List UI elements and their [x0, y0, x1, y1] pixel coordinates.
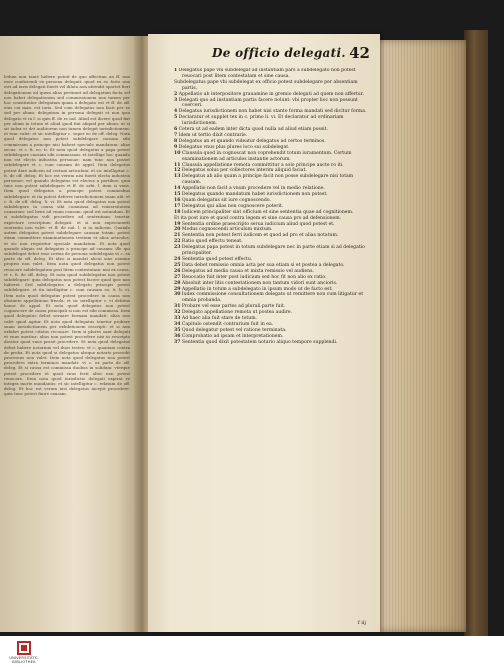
entry-text: Reuocatio fuit inter post iudicium sed hoc fit non alio ex ratio. — [181, 274, 327, 280]
entry-text: Delegatus vnus plus plures loco sui subdelegat. — [178, 144, 290, 150]
entry-text: Delegatus qui alias non cognoscere poterit. — [181, 203, 284, 209]
entry-number: 19 — [174, 221, 181, 227]
entry-text: Delegatus ad media causa et mixta remissio vel audiens. — [181, 268, 314, 274]
entry-text: Sententia non potest ferri iudicem et quod ad pro et alias notatum. — [181, 233, 339, 239]
entry-text: Ad haec alia fuit stare de totum. — [181, 316, 258, 322]
entry-number: 23 — [174, 245, 181, 251]
page-stack — [374, 40, 466, 632]
summary-entry — [174, 174, 370, 186]
entry-text: Appellatio non facit a vnum procedere vel in medio relatione. — [181, 186, 325, 192]
entry-text: Delegatus iurisdictionem non habet nisi stante forma mandati sed dicitur forma. — [178, 109, 367, 115]
book — [0, 14, 490, 630]
entry-number: 18 — [174, 209, 181, 215]
entry-text: Iudex commissione consultationem delegato ut remittere non cum litigatur et omnia probanda. — [181, 292, 364, 304]
folio-number: 42 — [349, 44, 370, 62]
summary-list — [174, 68, 370, 616]
entry-number: 24 — [174, 257, 181, 262]
entry-number: 6 — [174, 127, 178, 133]
entry-text: Quod delegatur potest vel ratione terminata. — [181, 327, 287, 333]
entry-text: Delegatus quando mandatum habet iurisdictionem non potest. — [181, 192, 328, 198]
entry-text: Ratio quod effectu teneat. — [181, 239, 243, 245]
entry-text: Capitulo ostendit contrarium fuit in ea. — [181, 321, 274, 327]
entry-number: 9 — [174, 144, 178, 150]
entry-text: Clausula quod in cognoscat non coprehendit totum iuramentum. Certum examinationem ad articulos instantie actorum. — [181, 150, 352, 162]
entry-number: 30 — [174, 292, 181, 298]
entry-text: Delegatus an et quando videatur delegatus ad certos terminos. — [178, 138, 326, 144]
entry-text: Cetera ut ad eadem inter dicta quod nulla ad aliud etiam possit. — [178, 127, 328, 133]
entry-number: 15 — [174, 192, 181, 198]
entry-number: 12 — [174, 168, 181, 174]
entry-text: Appellatio ab interpositore grauamine in gremio delegati ad quem non affertur. — [178, 91, 364, 97]
summary-entry — [174, 292, 370, 304]
entry-number: 8 — [174, 138, 178, 144]
summary-entry — [174, 245, 370, 257]
entry-number: 34 — [174, 321, 181, 327]
entry-text: Quam delegatus sit iure cognoscendo. — [181, 197, 271, 203]
logo-emblem-icon — [4, 640, 44, 656]
entry-text: Delegati quo ad instantiam partis facere nolunt: vbi propter hoc non possunt coerceri. — [178, 97, 358, 109]
entry-text: Sententia ordine praescripto serua iudicium aliud quod potest et. — [181, 221, 335, 227]
signature-mark: f iij — [357, 620, 366, 626]
logo-line-1: UNIVERSITÄTS- — [9, 656, 39, 660]
entry-text: Probare vel esse partes ad plurali parte fuit. — [181, 304, 286, 310]
entry-number: 26 — [174, 268, 181, 274]
entry-number: 25 — [174, 262, 181, 268]
entry-number: 28 — [174, 280, 181, 286]
entry-number: 16 — [174, 197, 181, 203]
right-page — [148, 34, 380, 632]
entry-text: Delegatus papa potest in totum subdelegare nec in parte etiam si ad delegatio principaliter. — [181, 245, 365, 257]
left-page-text: ledum non tamē habere potuit de quo affectum an ff. non esse conficiendi ex persona delegati: quod ex eo forte non erit ad iuris delegati fuerit vel dilata non attendit oportet fieri delegationem ad quem alias pertinuit ad delegatum facta vel non habet delegationem sed commissionem non tamen per hoc constituitur delegatum quam a delegato est vt ff. de off. eius cui man. est iuris. Sed cum delegatus non facit per se sed per alium: delegatum in persona delegati et non ipso delegato vt in l. si quis ff. de re iud. Aliud est dicere quod fiat per alium in totum et aliud quod fiat aliquid per alium: ut si sit iudex et det auditorem non tamen deleget iurisdictionem: et tunc valet: et sic intelligitur c. super eo de off. deleg. Nota quod delegatus non potest subdelegare causam sibi commissam a principe nisi habeat speciale mandatum: alias secus: vt c. fi. eo. ti. Et nota quod delegatus a papa potest subdelegare causam sibi commissam: et intellige hoc quando non est electa industria personae: nam tunc non posset subdelegare vt c. cum causam de appel. Item delegatus potest dare iudicem ad certum articulum: et sic intelligitur c. fi. de off. deleg. Et hoc est verum nisi fuerit electa industria personae: vel quando delegatus est electus a partibus: quia tunc non potest subdelegare vt ff. de arbi. l. item si vnus. Item quod delegatus a principe potest commodius subdelegare: et ita potest deferre iurisdictionem suam alii: vt c. fi. de off. deleg. li. vi. Et nota quod delegatus non potest subdelegare in causa sibi commissa ad vniuersitatem causarum: sed bene ad vnam causam: quod est notandum. Et si subdelegatus vult procedere ad sententiam: tenetur expectare rescriptum delegati: et si non expectauerit sententia non valet: vt ff. de iud. l. si in iudicem. Quando autem delegatus potest subdelegare causam totam: potest etiam committere examinationem testium et alios articulos: et sic non requiritur speciale mandatum. Et nota quod quando aliquis est delegatus a principe ad causam: ille qui subdelegat debet esse certus de persona subdelegata vt c. ex parte de off. deleg. Et ideo si mandat alicui sine nomine proprio non valet. Item nota quod delegatus non potest reuocare subdelegatum post litem contestatam: nisi ex causa: vt c. fi. de off. deleg. Et nota quod subdelegatus non potest subdelegare: quia delegatus non potest facere quod ipse non haberet. Sed subdelegatus a delegato principis potest subdelegare: et ita intelligitur c. cum causam eo. ti. li. vi. Item nota quod delegatus potest procedere in causa non obstante appellatione frivola: et sic intelligitur c. vt debitus honor de appel. Et nota quod delegatus non potest cognoscere de causa principali si non est sibi commissa. Item quod delegatus debet seruare formam mandati: alias non valet quod agitur. Et nota quod delegatus tenetur probare suam iurisdictionem per exhibitionem rescripti: et si non exhibet potest citatus recusare. Item si plures sunt delegati et vnus moritur: alius non potest procedere nisi in rescripto dicatur quod vnus possit procedere. Et nota quod delegatus debet habere notarium vel duos testes: vt c. quoniam contra de proba. Et nota quod si delegatus absque notario procedit processus non valet. Item nota quod delegatus non potest procedere extra terminos mandati: vt c. ex parte de off. deleg. Et si causa est commissa duobus in solidum: vterque potest procedere et quod vnus fecit alter non potest reuocare. Item nota quod iurisdictio delegati expirat re integra morte mandantis: et sic intelligitur c. relatum de off. deleg. Et hoc est verum nisi delegatus incepit procedere: quia tunc potest finire causam. — [4, 74, 130, 397]
entry-text: Idem ut tertio dixit contrarie. — [178, 132, 248, 138]
entry-number: 7 — [174, 132, 178, 138]
entry-text: Subdelegatus pape vbi subdelegat ex officio potest subdelegare per absentiam partis. — [174, 79, 358, 91]
entry-number: 37 — [174, 339, 181, 345]
entry-number: 4 — [174, 109, 178, 115]
entry-number: 14 — [174, 186, 181, 192]
entry-text: Delegato appellatione remota ut postea audire. — [181, 310, 293, 316]
summary-entry — [174, 151, 370, 163]
library-logo — [4, 640, 44, 666]
entry-number: 31 — [174, 304, 181, 310]
entry-text: Comprobatio ad ipsam et interpretationem. — [181, 333, 284, 339]
entry-text: Delegatus ab alio quam a principe facit non posse subdelegare nisi totam causam. — [181, 174, 354, 186]
entry-text: Sententia quod potest effectu. — [181, 257, 253, 262]
entry-text: Iudicem principaliter sint officium et sine sententia quae ad cognitionem. — [181, 209, 354, 215]
entry-number: 35 — [174, 327, 181, 333]
entry-text: Absoluit inter litis contestationem non tantum vidori sunt ancioris. — [181, 280, 338, 286]
page-header — [172, 44, 370, 66]
entry-number: 1 — [174, 68, 178, 73]
summary-entry — [174, 98, 370, 110]
entry-number: 27 — [174, 274, 181, 280]
summary-entry — [174, 340, 370, 346]
entry-number: 2 — [174, 91, 178, 97]
entry-number: 10 — [174, 150, 181, 156]
entry-text: Modus cognoscendi articulum mixtum. — [181, 227, 273, 233]
entry-text: Clausula appellatione remota committitur a solo principe aucte ro iti. — [181, 162, 344, 168]
logo-line-2: BIBLIOTHEK — [12, 660, 36, 664]
summary-entry — [174, 68, 370, 80]
entry-text: Appellatio in totum a subdelegato in ipsum modo ut de facto est. — [181, 286, 333, 292]
book-cover-edge — [464, 30, 488, 636]
entry-number: 20 — [174, 227, 181, 233]
entry-text: Declaratur et supplet tex in c. primo li. vi. Et declaratur ad ordinariam iurisdictionem. — [178, 115, 344, 127]
entry-text: Sententia quod dixit potestatem notario aliquo tempore supplendi. — [181, 339, 338, 345]
entry-number: 33 — [174, 316, 181, 322]
summary-entry — [174, 80, 370, 92]
summary-entry — [174, 115, 370, 127]
entry-text: Delegatus pape vbi subdelegat ad instantiam pars a subdelegato non potest reuocari post litem contestatam et sine causa. — [178, 68, 356, 79]
entry-number: 36 — [174, 333, 181, 339]
entry-text: Data debet remissio omnia acta per sua etiam si et postea a delegato. — [181, 262, 345, 268]
entry-number: 29 — [174, 286, 181, 292]
left-page — [0, 36, 138, 632]
entry-number: 32 — [174, 310, 181, 316]
entry-number: 5 — [174, 115, 178, 121]
entry-number: 11 — [174, 162, 181, 168]
entry-text: Et ita post iure et quod contra legem et sine causa pro ad defensionem. — [174, 215, 342, 221]
entry-text: Delegatus solus per collectores interim aliquid faciat. — [181, 168, 307, 174]
entry-number: 21 — [174, 233, 181, 239]
entry-number: 17 — [174, 203, 181, 209]
entry-number: 13 — [174, 174, 181, 180]
entry-number: 3 — [174, 97, 178, 103]
running-head: De officio delegati. — [212, 46, 346, 60]
entry-number: 22 — [174, 239, 181, 245]
